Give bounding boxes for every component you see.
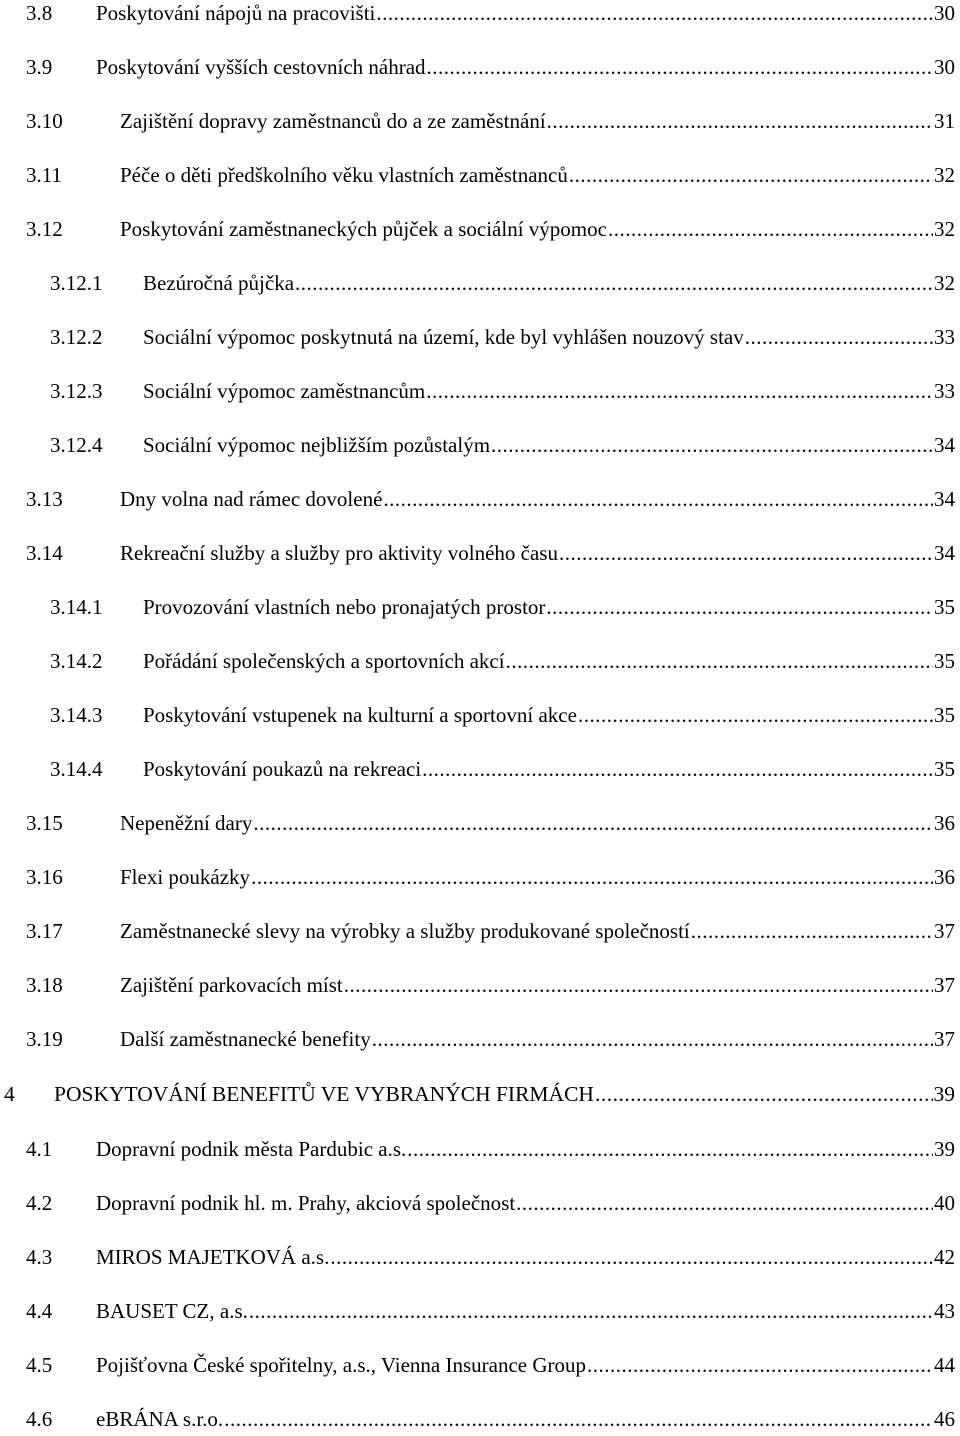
toc-dot-leader	[547, 104, 933, 138]
toc-dot-leader	[330, 1240, 933, 1274]
toc-entry-number: 3.15	[26, 811, 63, 835]
toc-entry-title: Bezúročná půjčka	[143, 266, 295, 300]
toc-dot-leader	[344, 968, 933, 1002]
toc-dot-leader	[295, 266, 933, 300]
toc-entry-page: 31	[933, 104, 955, 138]
toc-entry-page: 39	[933, 1132, 955, 1166]
toc-entry-page: 39	[933, 1077, 956, 1111]
toc-dot-leader	[251, 860, 933, 894]
toc-entry[interactable]	[0, 1186, 960, 1220]
toc-entry-title: Dny volna nad rámec dovolené	[120, 482, 383, 516]
toc-entry-page: 35	[933, 698, 955, 732]
toc-entry-page: 44	[933, 1348, 955, 1382]
toc-dot-leader	[427, 50, 933, 84]
toc-entry-title: Zajištění parkovacích míst	[120, 968, 344, 1002]
toc-entry[interactable]	[0, 0, 960, 30]
toc-entry-title: MIROS MAJETKOVÁ a.s.	[96, 1240, 330, 1274]
toc-entry[interactable]	[0, 1132, 960, 1166]
toc-entry-page: 42	[933, 1240, 955, 1274]
toc-entry-title: Flexi poukázky	[120, 860, 251, 894]
toc-dot-leader	[426, 374, 933, 408]
toc-entry-page: 33	[933, 374, 955, 408]
toc-entry-page: 46	[933, 1402, 955, 1436]
toc-entry-title: Zaměstnanecké slevy na výrobky a služby produkované společností	[120, 914, 691, 948]
toc-entry[interactable]	[0, 374, 960, 408]
toc-entry[interactable]	[0, 968, 960, 1002]
toc-entry[interactable]	[0, 536, 960, 570]
toc-entry-page: 35	[933, 590, 955, 624]
toc-entry-page: 35	[933, 644, 955, 678]
toc-entry-title: Péče o děti předškolního věku vlastních zaměstnanců	[120, 158, 569, 192]
toc-entry-number: 3.14.3	[50, 703, 103, 727]
toc-entry[interactable]	[0, 266, 960, 300]
toc-dot-leader	[407, 1132, 933, 1166]
toc-entry-number: 4	[4, 1082, 15, 1106]
toc-entry-page: 34	[933, 482, 955, 516]
toc-entry-title: Dopravní podnik města Pardubic a.s.	[96, 1132, 407, 1166]
toc-entry-page: 43	[933, 1294, 955, 1328]
toc-entry-title: Sociální výpomoc poskytnutá na území, kde byl vyhlášen nouzový stav	[143, 320, 745, 354]
toc-entry-number: 3.8	[26, 1, 53, 25]
toc-entry-page: 30	[933, 50, 955, 84]
toc-entry[interactable]	[0, 1240, 960, 1274]
toc-dot-leader	[691, 914, 933, 948]
toc-entry-page: 37	[933, 968, 955, 1002]
toc-entry-title: eBRÁNA s.r.o.	[96, 1402, 224, 1436]
toc-entry-number: 4.5	[26, 1353, 53, 1377]
toc-entry-title: Nepeněžní dary	[120, 806, 253, 840]
toc-entry[interactable]	[0, 860, 960, 894]
toc-entry-page: 32	[933, 212, 955, 246]
toc-entry-number: 4.2	[26, 1191, 53, 1215]
toc-entry[interactable]	[0, 914, 960, 948]
toc-entry[interactable]	[0, 428, 960, 462]
toc-entry-title: POSKYTOVÁNÍ BENEFITŮ VE VYBRANÝCH FIRMÁCH	[54, 1077, 595, 1111]
toc-entry-title: Rekreační služby a služby pro aktivity volného času	[120, 536, 559, 570]
toc-dot-leader	[745, 320, 933, 354]
toc-entry-title: Provozování vlastních nebo pronajatých prostor	[143, 590, 546, 624]
toc-entry-title: BAUSET CZ, a.s.	[96, 1294, 249, 1328]
toc-entry-number: 3.14.1	[50, 595, 103, 619]
toc-entry-title: Sociální výpomoc nejbližším pozůstalým	[143, 428, 491, 462]
toc-entry-page: 32	[933, 266, 955, 300]
toc-entry-number: 3.12.1	[50, 271, 103, 295]
toc-entry[interactable]	[0, 1348, 960, 1382]
toc-entry-number: 3.11	[26, 163, 62, 187]
toc-entry-title: Pořádání společenských a sportovních akcí	[143, 644, 506, 678]
toc-entry-number: 3.12.2	[50, 325, 103, 349]
toc-entry-title: Poskytování nápojů na pracovišti	[96, 0, 376, 30]
toc-entry[interactable]	[0, 104, 960, 138]
toc-entry-title: Poskytování vstupenek na kulturní a sportovní akce	[143, 698, 578, 732]
toc-entry-page: 40	[933, 1186, 955, 1220]
toc-entry-number: 3.13	[26, 487, 63, 511]
toc-entry-number: 3.12.4	[50, 433, 103, 457]
toc-entry-number: 3.14.2	[50, 649, 103, 673]
toc-dot-leader	[506, 644, 933, 678]
toc-entry[interactable]	[0, 698, 960, 732]
toc-dot-leader	[578, 698, 933, 732]
toc-dot-leader	[559, 536, 933, 570]
toc-dot-leader	[595, 1077, 933, 1111]
toc-entry[interactable]	[0, 644, 960, 678]
toc-entry[interactable]	[0, 1022, 960, 1056]
toc-dot-leader	[253, 806, 933, 840]
toc-dot-leader	[569, 158, 933, 192]
toc-entry-number: 3.14.4	[50, 757, 103, 781]
toc-entry-number: 3.12	[26, 217, 63, 241]
toc-entry[interactable]	[0, 158, 960, 192]
toc-entry-title: Poskytování zaměstnaneckých půjček a sociální výpomoc	[120, 212, 608, 246]
toc-dot-leader	[546, 590, 933, 624]
toc-entry-title: Sociální výpomoc zaměstnancům	[143, 374, 426, 408]
toc-dot-leader	[516, 1186, 933, 1220]
toc-entry-number: 3.16	[26, 865, 63, 889]
toc-entry-page: 34	[933, 428, 955, 462]
toc-entry-number: 4.1	[26, 1137, 53, 1161]
toc-entry-page: 36	[933, 860, 955, 894]
toc-entry-page: 30	[933, 0, 955, 30]
toc-entry-number: 3.19	[26, 1027, 63, 1051]
toc-entry[interactable]	[0, 752, 960, 786]
toc-entry-number: 4.4	[26, 1299, 53, 1323]
toc-entry-title: Dopravní podnik hl. m. Prahy, akciová společnost	[96, 1186, 516, 1220]
toc-entry[interactable]	[0, 320, 960, 354]
toc-entry[interactable]	[0, 212, 960, 246]
toc-entry-number: 3.14	[26, 541, 63, 565]
toc-dot-leader	[422, 752, 933, 786]
toc-entry[interactable]	[0, 806, 960, 840]
toc-entry-title: Poskytování vyšších cestovních náhrad	[96, 50, 427, 84]
toc-entry-number: 3.12.3	[50, 379, 103, 403]
toc-dot-leader	[608, 212, 933, 246]
toc-entry[interactable]	[0, 482, 960, 516]
toc-entry-page: 37	[933, 1022, 955, 1056]
toc-entry-page: 35	[933, 752, 955, 786]
toc-entry[interactable]	[0, 590, 960, 624]
toc-entry[interactable]	[0, 1294, 960, 1328]
toc-entry[interactable]	[0, 1402, 960, 1436]
toc-entry-title: Zajištění dopravy zaměstnanců do a ze zaměstnání	[120, 104, 547, 138]
toc-entry-number: 4.3	[26, 1245, 53, 1269]
toc-entry-title: Poskytování poukazů na rekreaci	[143, 752, 422, 786]
toc-entry-page: 37	[933, 914, 955, 948]
toc-entry-number: 3.18	[26, 973, 63, 997]
toc-entry-page: 32	[933, 158, 955, 192]
toc-dot-leader	[224, 1402, 933, 1436]
toc-dot-leader	[372, 1022, 933, 1056]
toc-dot-leader	[249, 1294, 933, 1328]
toc-entry[interactable]	[0, 1077, 960, 1111]
toc-entry-number: 3.9	[26, 55, 53, 79]
toc-entry-page: 33	[933, 320, 955, 354]
toc-dot-leader	[383, 482, 933, 516]
toc-dot-leader	[376, 0, 933, 30]
toc-entry-number: 3.17	[26, 919, 63, 943]
toc-entry[interactable]	[0, 50, 960, 84]
toc-entry-page: 36	[933, 806, 955, 840]
toc-dot-leader	[587, 1348, 933, 1382]
toc-entry-title: Pojišťovna České spořitelny, a.s., Vienna Insurance Group	[96, 1348, 587, 1382]
toc-entry-title: Další zaměstnanecké benefity	[120, 1022, 372, 1056]
toc-entry-page: 34	[933, 536, 955, 570]
toc-dot-leader	[491, 428, 933, 462]
toc-entry-number: 4.6	[26, 1407, 53, 1431]
toc-entry-number: 3.10	[26, 109, 63, 133]
